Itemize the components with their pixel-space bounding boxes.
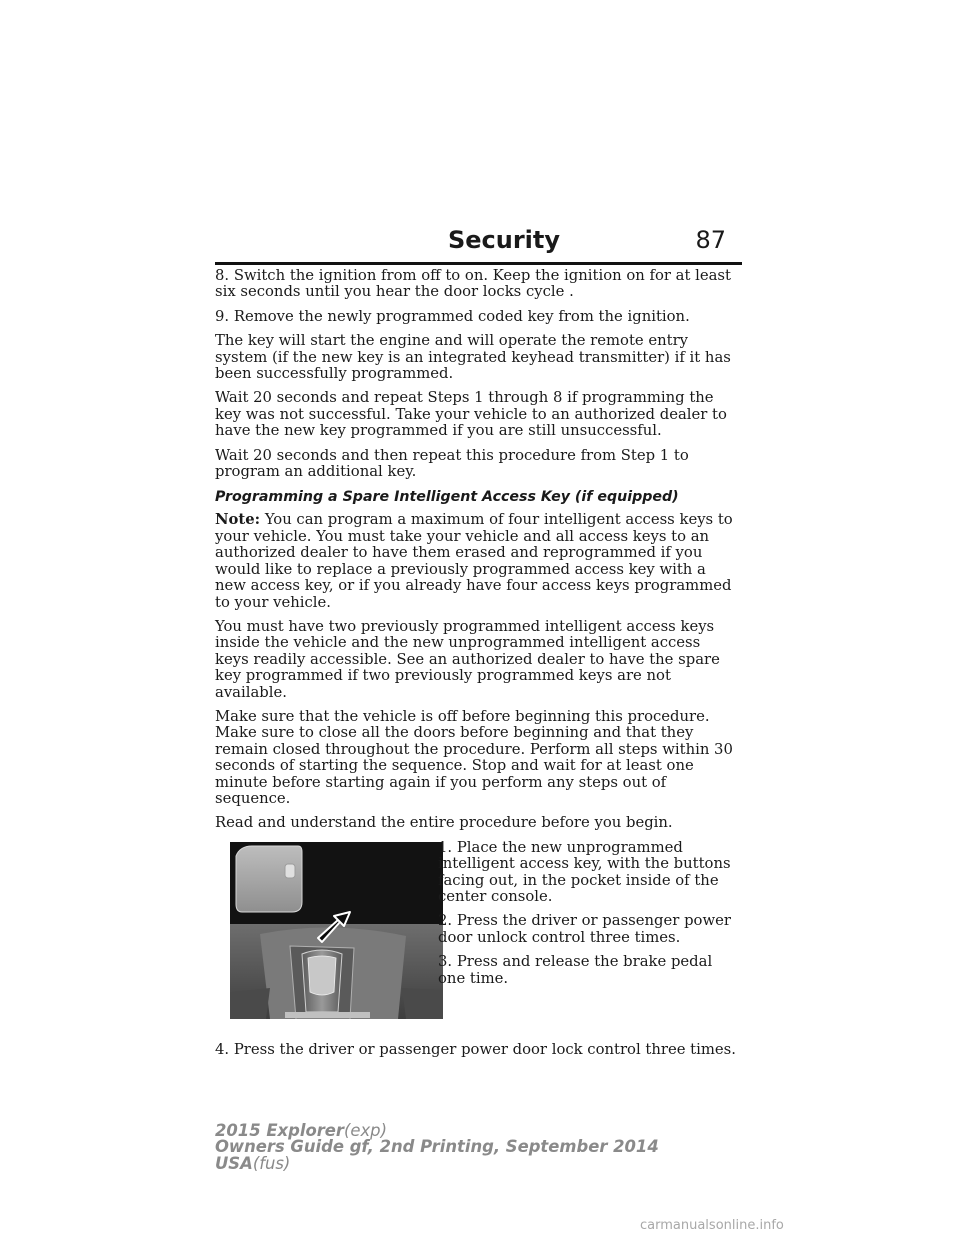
paragraph-wait-repeat: Wait 20 seconds and repeat Steps 1 through 8 if programming the key was not successful. Take your vehicle to an authorized dealer to have the new key programmed if you are still unsuccessful. — [215, 389, 727, 440]
paragraph-read-procedure: Read and understand the entire procedure before you begin. — [215, 814, 673, 832]
paragraph-key-start: The key will start the engine and will operate the remote entry system (if the new key is an integrated keyhead transmitter) if it has been successfully programmed. — [215, 332, 731, 383]
subheading-spare-key: Programming a Spare Intelligent Access Key (if equipped) — [215, 489, 679, 506]
console-pocket-drawing — [230, 842, 443, 1019]
paragraph-two-keys: You must have two previously programmed intelligent access keys inside the vehicle and the new unprogrammed intelligent access keys readily accessible. See an authorized dealer to have the spare key programmed if two previously programmed keys are not available. — [215, 617, 720, 701]
section-title: Security — [447, 226, 560, 254]
page-number: 87 — [695, 226, 726, 254]
document-footer — [215, 1123, 659, 1172]
paragraph-additional-key: Wait 20 seconds and then repeat this procedure from Step 1 to program an additional key. — [215, 446, 689, 481]
page-body — [215, 268, 737, 1066]
paragraph-step-9: 9. Remove the newly programmed coded key from the ignition. — [215, 307, 690, 325]
step-4: 4. Press the driver or passenger power door lock control three times. — [215, 1040, 736, 1058]
footer-model-code: (exp) — [344, 1121, 387, 1140]
step-2: 2. Press the driver or passenger power door unlock control three times. — [438, 912, 731, 946]
paragraph-vehicle-off: Make sure that the vehicle is off before beginning this procedure. Make sure to close all the doors before beginning and that they remain closed throughout the procedure. Perform all steps within 30 seconds of starting the sequence. Stop and wait for at least one minute before starting again if you perform any steps out of sequence. — [215, 707, 733, 807]
figure-block — [215, 840, 737, 1038]
paragraph-step-8: 8. Switch the ignition from off to on. Keep the ignition on for at least six seconds until you hear the door locks cycle . — [215, 267, 731, 301]
header-rule — [215, 262, 742, 265]
footer-model: 2015 Explorer — [215, 1121, 344, 1140]
step-3: 3. Press and release the brake pedal one time. — [438, 953, 713, 987]
watermark: carmanualsonline.info — [640, 1218, 784, 1233]
steps-right-column — [438, 840, 738, 995]
footer-region: USA — [215, 1153, 253, 1173]
footer-guide: Owners Guide gf, 2nd Printing, September 2014 — [215, 1137, 659, 1157]
note-text: You can program a maximum of four intelligent access keys to your vehicle. You must take your vehicle and all access keys to an authorized dealer to have them erased and reprogrammed if you would like to replace a previously programmed access key with a new access key, or if you already have four access keys programmed to your vehicle. — [215, 511, 733, 611]
footer-region-code: (fus) — [252, 1153, 291, 1173]
step-1: 1. Place the new unprogrammed intelligent access key, with the buttons facing out, in the pocket inside of the center console. — [438, 838, 731, 905]
center-console-illustration — [230, 842, 443, 1019]
note-label: Note: — [215, 511, 261, 529]
note-paragraph — [215, 512, 737, 610]
